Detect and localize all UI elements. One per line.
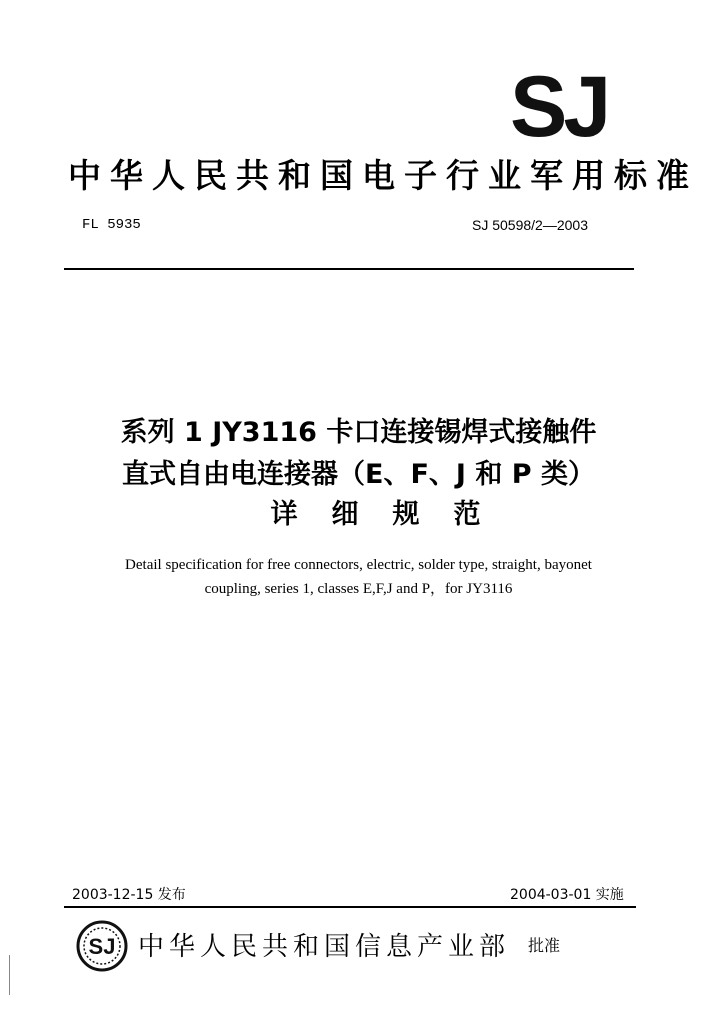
svg-text:SJ: SJ <box>510 62 608 146</box>
top-divider <box>64 268 634 270</box>
scan-margin-mark <box>9 955 10 995</box>
title-cn-line1: 系列 1 JY3116 卡口连接锡焊式接触件 <box>120 417 597 448</box>
issue-date: 2003-12-15 发布 <box>72 887 186 903</box>
title-cn-line3: 详细规范 <box>270 499 515 530</box>
svg-text:SJ: SJ <box>88 934 116 959</box>
title-en-line2: coupling, series 1, classes E,F,J and P，for JY3116 <box>204 581 513 597</box>
class-code: FL 5935 <box>82 217 141 233</box>
title-en-line1: Detail specification for free connectors, electric, solder type, straight, bayonet <box>125 557 592 573</box>
bottom-divider <box>64 906 636 908</box>
issuer: 中华人民共和国信息产业部 <box>138 932 511 962</box>
implement-date: 2004-03-01 实施 <box>510 887 624 903</box>
standard-type: 中华人民共和国电子行业军用标准 <box>68 156 698 195</box>
ministry-seal-icon <box>76 920 128 972</box>
approve-label: 批准 <box>528 936 561 955</box>
sj-logo <box>508 62 626 146</box>
title-cn-line2: 直式自由电连接器（E、F、J 和 P 类） <box>122 459 595 490</box>
standard-number: SJ 50598/2—2003 <box>472 217 588 233</box>
